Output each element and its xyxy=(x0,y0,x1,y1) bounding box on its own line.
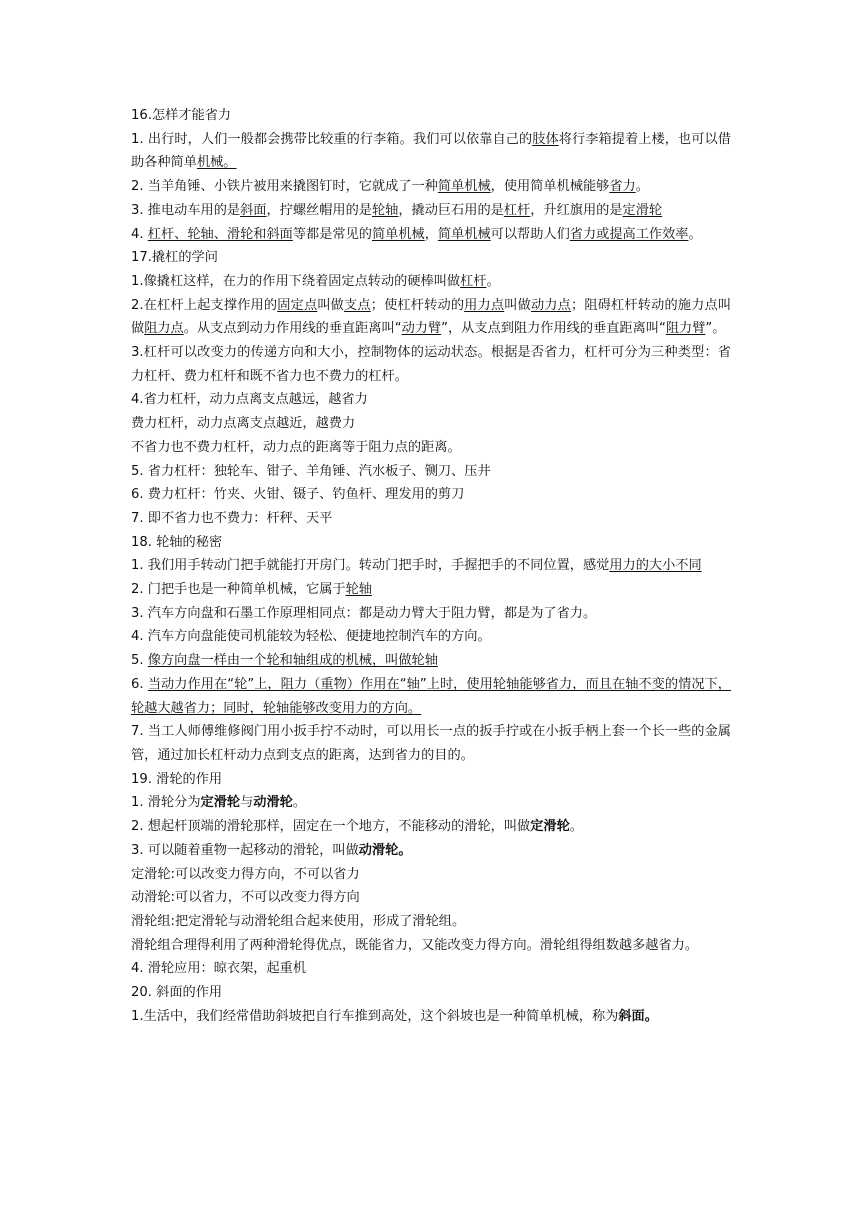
text-line xyxy=(131,199,731,223)
text-run: 3. 可以随着重物一起移动的滑轮，叫做 xyxy=(131,842,359,858)
text-line xyxy=(131,507,731,531)
text-run: 1.像撬杠这样，在力的作用下绕着固定点转动的硬棒叫做 xyxy=(131,273,461,289)
document-body xyxy=(131,104,731,1028)
text-run: 不省力也不费力杠杆，动力点的距离等于阻力点的距离。 xyxy=(131,439,461,455)
text-run: 。 xyxy=(688,226,702,242)
text-run: 16.怎样才能省力 xyxy=(131,108,232,123)
text-run: 3. 推电动车用的是 xyxy=(131,202,241,218)
text-run: 5. xyxy=(131,653,148,669)
text-run: 4. xyxy=(131,226,148,242)
underlined-term: 省力或提高工作效率 xyxy=(569,226,689,242)
text-run: 7. 当工人师傅维修阀门用小扳手拧不动时，可以用长一点的扳手拧或在小扳手柄上套一个长一些的金属管，通过加长杠杆动力点到支点的距离，达到省力的目的。 xyxy=(131,724,731,763)
text-run: ”。 xyxy=(705,321,726,337)
text-run: 。 xyxy=(569,819,583,835)
text-line xyxy=(131,554,731,578)
text-run: 滑轮组合理得利用了两种滑轮得优点，既能省力，又能改变力得方向。滑轮组得组数越多越省力。 xyxy=(131,937,699,953)
text-run: 5. 省力杠杆：独轮车、钳子、羊角锤、汽水板子、铡刀、压井 xyxy=(131,463,491,479)
text-line xyxy=(131,768,731,792)
underlined-term: 定滑轮 xyxy=(622,202,663,218)
underlined-term: 轮轴 xyxy=(345,582,372,598)
text-line xyxy=(131,673,731,720)
underlined-term: 支点 xyxy=(344,297,371,313)
text-line xyxy=(131,791,731,815)
text-run: 17.撬杠的学问 xyxy=(131,250,218,266)
text-run: 18. 轮轴的秘密 xyxy=(131,534,223,550)
text-run: 将行李箱提着上楼，也可以借助各种简单 xyxy=(131,131,731,171)
text-line xyxy=(131,578,731,602)
text-run: 叫做 xyxy=(504,297,531,313)
underlined-term: 用力的大小不同 xyxy=(609,558,702,574)
text-run: 与 xyxy=(240,795,254,811)
text-run: 6. 费力杠杆：竹夹、火钳、镊子、钓鱼杆、理发用的剪刀 xyxy=(131,487,465,503)
text-run: 费力杠杆，动力点离支点越近，越费力 xyxy=(131,416,356,432)
bold-term: 动滑轮 xyxy=(253,795,293,811)
text-run: 滑轮组:把定滑轮与动滑轮组合起来使用，形成了滑轮组。 xyxy=(131,913,466,929)
text-line xyxy=(131,625,731,649)
underlined-term: 简单机械 xyxy=(437,226,491,242)
text-line xyxy=(131,934,731,958)
text-run: 定滑轮:可以改变力得方向，不可以省力 xyxy=(131,866,360,882)
text-line xyxy=(131,602,731,626)
underlined-term: 肢体 xyxy=(532,131,559,147)
text-run: 2.在杠杆上起支撑作用的 xyxy=(131,297,278,313)
text-line xyxy=(131,839,731,863)
text-run: 。 xyxy=(635,179,649,195)
text-run: 1.生活中，我们经常借助斜坡把自行车推到高处，这个斜坡也是一种简单机械，称为 xyxy=(131,1008,619,1024)
text-line xyxy=(131,531,731,555)
bold-term: 动滑轮。 xyxy=(358,842,412,858)
text-run: 叫做 xyxy=(317,297,345,313)
text-run: 3.杠杆可以改变力的传递方向和大小，控制物体的运动状态。根据是否省力，杠杆可分为三种类型：省力杠杆、费力杠杆和既不省力也不费力的杠杆。 xyxy=(131,345,731,384)
text-line xyxy=(131,483,731,507)
underlined-term: 动力点 xyxy=(530,297,571,313)
text-line xyxy=(131,910,731,934)
text-line xyxy=(131,1005,731,1029)
underlined-term: 杠杆 xyxy=(460,273,487,289)
text-line xyxy=(131,863,731,887)
underlined-term: 阻力臂 xyxy=(665,321,706,337)
text-line xyxy=(131,270,731,294)
text-line xyxy=(131,104,731,128)
text-line xyxy=(131,720,731,767)
bold-term: 定滑轮 xyxy=(200,795,241,811)
underlined-term: 阻力点 xyxy=(144,321,184,337)
text-run: 。 xyxy=(292,795,307,811)
text-line xyxy=(131,412,731,436)
text-run: 。 xyxy=(486,273,500,289)
text-line xyxy=(131,388,731,412)
underlined-term: 斜面 xyxy=(240,202,267,218)
text-line xyxy=(131,246,731,270)
bold-term: 斜面。 xyxy=(618,1008,658,1024)
text-run: 2. 想起杆顶端的滑轮那样，固定在一个地方，不能移动的滑轮，叫做 xyxy=(131,819,531,835)
text-run: ，拧螺丝帽用的是 xyxy=(266,202,372,218)
underlined-term: 动力臂 xyxy=(401,321,442,337)
underlined-term: 简单机械 xyxy=(437,179,491,195)
underlined-term: 当动力作用在“轮”上，阻力（重物）作用在“轴”上时，使用轮轴能够省力，而且在轴不变的情况下，轮越大越省力；同时，轮轴能够改变用力的方向。 xyxy=(131,676,731,716)
text-run: 4. 滑轮应用：晾衣架，起重机 xyxy=(131,961,307,977)
text-line xyxy=(131,223,731,247)
underlined-term: 固定点 xyxy=(277,297,318,313)
underlined-term: 简单机械 xyxy=(371,226,425,242)
text-run: 3. 汽车方向盘和石墨工作原理相同点：都是动力臂大于阻力臂，都是为了省力。 xyxy=(131,605,597,621)
text-line xyxy=(131,957,731,981)
text-run: 等都是常见的 xyxy=(292,226,372,242)
text-run: 2. 门把手也是一种简单机械，它属于 xyxy=(131,582,346,598)
text-line xyxy=(131,128,731,175)
text-line xyxy=(131,294,731,341)
underlined-term: 杠杆、轮轴、滑轮和斜面 xyxy=(147,226,293,242)
text-run: 。从支点到动力作用线的垂直距离叫“ xyxy=(183,321,402,337)
text-run: 动滑轮:可以省力，不可以改变力得方向 xyxy=(131,890,360,906)
underlined-term: 机械。 xyxy=(196,155,237,171)
text-run: 6. xyxy=(131,676,148,692)
text-line xyxy=(131,460,731,484)
underlined-term: 杠杆 xyxy=(503,202,531,218)
text-line xyxy=(131,175,731,199)
text-run: ”，从支点到阻力作用线的垂直距离叫“ xyxy=(441,321,666,337)
text-line xyxy=(131,981,731,1005)
text-line xyxy=(131,886,731,910)
text-run: 可以帮助人们 xyxy=(490,226,570,242)
text-run: 1. 我们用手转动门把手就能打开房门。转动门把手时，手握把手的不同位置，感觉 xyxy=(131,558,610,574)
text-run: 4.省力杠杆，动力点离支点越远，越省力 xyxy=(131,392,368,408)
text-run: 1. 出行时，人们一般都会携带比较重的行李箱。我们可以依靠自己的 xyxy=(131,131,533,147)
text-run: 1. 滑轮分为 xyxy=(131,795,201,811)
text-run: 2. 当羊角锤、小铁片被用来撬图钉时，它就成了一种 xyxy=(131,179,438,195)
text-run: ；使杠杆转动的 xyxy=(370,297,465,313)
text-run: ，升红旗用的是 xyxy=(530,202,623,218)
bold-term: 定滑轮 xyxy=(530,819,570,835)
text-run: ，使用简单机械能够 xyxy=(490,179,610,195)
text-line xyxy=(131,649,731,673)
underlined-term: 用力点 xyxy=(464,297,505,313)
text-line xyxy=(131,815,731,839)
text-run: ；阻碍杠杆转动的施力点叫做 xyxy=(131,297,731,337)
text-run: 20. 斜面的作用 xyxy=(131,985,223,1001)
text-run: 7. 即不省力也不费力：杆秤、天平 xyxy=(131,510,333,526)
text-line xyxy=(131,341,731,388)
underlined-term: 像方向盘一样由一个轮和轴组成的机械，叫做轮轴 xyxy=(147,653,438,669)
underlined-term: 轮轴 xyxy=(371,202,399,218)
text-run: 19. 滑轮的作用 xyxy=(131,771,223,787)
text-run: ，撬动巨石用的是 xyxy=(398,202,504,218)
underlined-term: 省力 xyxy=(609,179,636,195)
text-run: 4. 汽车方向盘能使司机能较为轻松、便捷地控制汽车的方向。 xyxy=(131,629,491,645)
text-run: ， xyxy=(424,226,438,242)
text-line xyxy=(131,436,731,460)
